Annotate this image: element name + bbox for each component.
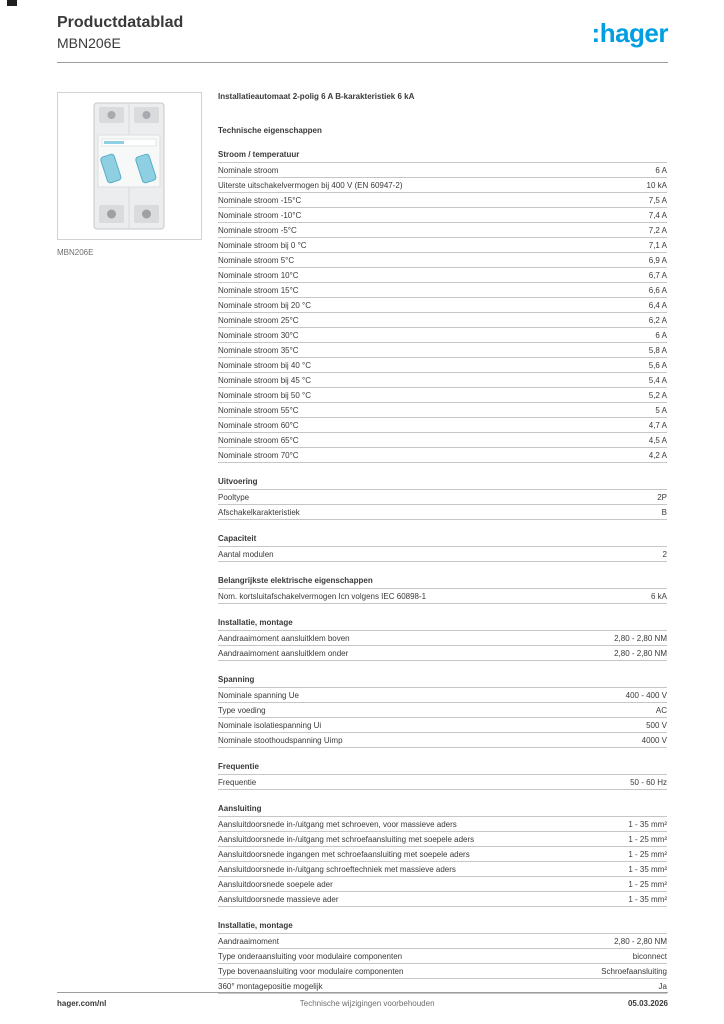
section-heading: Installatie, montage bbox=[218, 616, 667, 631]
spec-section bbox=[218, 574, 667, 604]
hager-logo: :hager bbox=[591, 18, 668, 48]
spec-value: 5,8 A bbox=[648, 346, 667, 355]
spec-label: Nominale stroom bij 50 °C bbox=[218, 391, 312, 400]
spec-row bbox=[218, 373, 667, 388]
spec-row bbox=[218, 631, 667, 646]
spec-label: Nominale stroom bij 40 °C bbox=[218, 361, 312, 370]
product-figure bbox=[57, 92, 202, 257]
spec-label: Aansluitdoorsnede in-/uitgang schroeftechniek met massieve aders bbox=[218, 865, 456, 874]
spec-section bbox=[218, 673, 667, 748]
spec-label: Nominale stroom 70°C bbox=[218, 451, 299, 460]
spec-value: 1 - 25 mm² bbox=[628, 880, 667, 889]
tech-heading: Technische eigenschappen bbox=[218, 126, 322, 135]
spec-row bbox=[218, 934, 667, 949]
section-heading: Frequentie bbox=[218, 760, 667, 775]
product-image bbox=[57, 92, 202, 240]
spec-value: 6,9 A bbox=[648, 256, 667, 265]
spec-value: 6,6 A bbox=[648, 286, 667, 295]
spec-row bbox=[218, 223, 667, 238]
spec-label: Type onderaansluiting voor modulaire componenten bbox=[218, 952, 403, 961]
spec-value: 1 - 35 mm² bbox=[628, 895, 667, 904]
spec-row bbox=[218, 832, 667, 847]
spec-row bbox=[218, 547, 667, 562]
spec-value: 5,6 A bbox=[648, 361, 667, 370]
spec-row bbox=[218, 328, 667, 343]
spec-value: AC bbox=[655, 706, 667, 715]
spec-row bbox=[218, 298, 667, 313]
spec-row bbox=[218, 253, 667, 268]
spec-row bbox=[218, 193, 667, 208]
spec-section bbox=[218, 475, 667, 520]
spec-section bbox=[218, 760, 667, 790]
spec-value: B bbox=[661, 508, 667, 517]
section-heading: Stroom / temperatuur bbox=[218, 148, 667, 163]
spec-label: Nominale stroom 30°C bbox=[218, 331, 299, 340]
spec-value: 6,4 A bbox=[648, 301, 667, 310]
spec-row bbox=[218, 949, 667, 964]
spec-value: 1 - 25 mm² bbox=[628, 850, 667, 859]
spec-value: 5,4 A bbox=[648, 376, 667, 385]
page-subtitle: MBN206E bbox=[57, 35, 121, 51]
section-heading: Uitvoering bbox=[218, 475, 667, 490]
spec-label: Nominale stroom 35°C bbox=[218, 346, 299, 355]
spec-row bbox=[218, 358, 667, 373]
spec-label: 360° montagepositie mogelijk bbox=[218, 982, 323, 991]
spec-label: Nominale stroom 5°C bbox=[218, 256, 295, 265]
spec-label: Aandraaimoment aansluitklem boven bbox=[218, 634, 350, 643]
spec-value: 2P bbox=[657, 493, 667, 502]
footer-note: Technische wijzigingen voorbehouden bbox=[299, 999, 435, 1008]
spec-label: Nom. kortsluitafschakelvermogen Icn volgens IEC 60898-1 bbox=[218, 592, 427, 601]
page-title: Productdatablad bbox=[57, 14, 184, 31]
spec-value: 7,5 A bbox=[648, 196, 667, 205]
spec-value: 7,2 A bbox=[648, 226, 667, 235]
spec-value: 5,2 A bbox=[648, 391, 667, 400]
spec-value: 500 V bbox=[646, 721, 667, 730]
spec-label: Aansluitdoorsnede ingangen met schroefaansluiting met soepele aders bbox=[218, 850, 470, 859]
spec-value: Ja bbox=[658, 982, 667, 991]
spec-label: Nominale stroom 55°C bbox=[218, 406, 299, 415]
spec-section bbox=[218, 148, 667, 463]
spec-label: Afschakelkarakteristiek bbox=[218, 508, 300, 517]
spec-sections bbox=[218, 148, 667, 994]
spec-value: 2 bbox=[662, 550, 667, 559]
spec-label: Nominale stroom bij 45 °C bbox=[218, 376, 312, 385]
spec-row bbox=[218, 505, 667, 520]
section-heading: Spanning bbox=[218, 673, 667, 688]
spec-row bbox=[218, 490, 667, 505]
corner-mark bbox=[7, 0, 17, 6]
spec-label: Nominale isolatiespanning Ui bbox=[218, 721, 322, 730]
spec-value: 5 A bbox=[655, 406, 667, 415]
spec-label: Nominale spanning Ue bbox=[218, 691, 299, 700]
spec-row bbox=[218, 283, 667, 298]
spec-value: 1 - 35 mm² bbox=[628, 820, 667, 829]
spec-value: 4,2 A bbox=[648, 451, 667, 460]
spec-value: biconnect bbox=[632, 952, 667, 961]
spec-value: 4,7 A bbox=[648, 421, 667, 430]
spec-label: Frequentie bbox=[218, 778, 257, 787]
footer bbox=[57, 992, 668, 1008]
spec-value: 7,1 A bbox=[648, 241, 667, 250]
spec-label: Nominale stroom -15°C bbox=[218, 196, 302, 205]
spec-label: Nominale stroom bbox=[218, 166, 279, 175]
spec-value: 2,80 - 2,80 NM bbox=[614, 634, 667, 643]
spec-row bbox=[218, 433, 667, 448]
spec-value: 6 kA bbox=[650, 592, 667, 601]
spec-row bbox=[218, 703, 667, 718]
spec-row bbox=[218, 343, 667, 358]
spec-value: 2,80 - 2,80 NM bbox=[614, 937, 667, 946]
spec-row bbox=[218, 388, 667, 403]
spec-section bbox=[218, 616, 667, 661]
spec-value: Schroefaansluiting bbox=[601, 967, 667, 976]
spec-value: 6,7 A bbox=[648, 271, 667, 280]
spec-value: 6,2 A bbox=[648, 316, 667, 325]
spec-row bbox=[218, 589, 667, 604]
header-rule bbox=[57, 62, 668, 63]
section-heading: Belangrijkste elektrische eigenschappen bbox=[218, 574, 667, 589]
spec-row bbox=[218, 964, 667, 979]
spec-value: 400 - 400 V bbox=[625, 691, 667, 700]
main-content bbox=[218, 92, 667, 994]
spec-row bbox=[218, 775, 667, 790]
spec-row bbox=[218, 877, 667, 892]
spec-row bbox=[218, 733, 667, 748]
spec-section bbox=[218, 532, 667, 562]
spec-row bbox=[218, 847, 667, 862]
spec-row bbox=[218, 718, 667, 733]
spec-label: Type voeding bbox=[218, 706, 266, 715]
spec-row bbox=[218, 688, 667, 703]
footer-date: 05.03.2026 bbox=[627, 999, 668, 1008]
spec-value: 6 A bbox=[655, 331, 667, 340]
spec-label: Aansluitdoorsnede massieve ader bbox=[218, 895, 339, 904]
spec-label: Aandraaimoment bbox=[218, 937, 279, 946]
spec-row bbox=[218, 448, 667, 463]
spec-row bbox=[218, 817, 667, 832]
spec-row bbox=[218, 646, 667, 661]
section-heading: Capaciteit bbox=[218, 532, 667, 547]
header bbox=[57, 14, 668, 60]
spec-row bbox=[218, 163, 667, 178]
section-heading: Aansluiting bbox=[218, 802, 667, 817]
spec-label: Nominale stroom -5°C bbox=[218, 226, 297, 235]
spec-value: 6 A bbox=[655, 166, 667, 175]
spec-label: Aansluitdoorsnede soepele ader bbox=[218, 880, 333, 889]
circuit-breaker-illustration bbox=[58, 93, 201, 239]
spec-section bbox=[218, 802, 667, 907]
spec-label: Aansluitdoorsnede in-/uitgang met schroeven, voor massieve aders bbox=[218, 820, 457, 829]
spec-label: Nominale stroom 25°C bbox=[218, 316, 299, 325]
spec-row bbox=[218, 208, 667, 223]
spec-row bbox=[218, 418, 667, 433]
spec-label: Nominale stroom -10°C bbox=[218, 211, 302, 220]
spec-label: Pooltype bbox=[218, 493, 250, 502]
section-heading: Installatie, montage bbox=[218, 919, 667, 934]
spec-label: Aandraaimoment aansluitklem onder bbox=[218, 649, 349, 658]
product-image-caption: MBN206E bbox=[57, 248, 94, 257]
spec-row bbox=[218, 268, 667, 283]
spec-row bbox=[218, 862, 667, 877]
spec-value: 4000 V bbox=[641, 736, 667, 745]
spec-label: Nominale stroom 15°C bbox=[218, 286, 299, 295]
spec-row bbox=[218, 403, 667, 418]
product-title: Installatieautomaat 2-polig 6 A B-karakteristiek 6 kA bbox=[218, 92, 415, 101]
spec-label: Nominale stoothoudspanning Uimp bbox=[218, 736, 343, 745]
spec-value: 2,80 - 2,80 NM bbox=[614, 649, 667, 658]
spec-label: Type bovenaansluiting voor modulaire componenten bbox=[218, 967, 404, 976]
spec-value: 7,4 A bbox=[648, 211, 667, 220]
spec-row bbox=[218, 892, 667, 907]
spec-section bbox=[218, 919, 667, 994]
spec-row bbox=[218, 238, 667, 253]
spec-row bbox=[218, 178, 667, 193]
spec-value: 50 - 60 Hz bbox=[630, 778, 667, 787]
spec-value: 1 - 25 mm² bbox=[628, 835, 667, 844]
spec-value: 4,5 A bbox=[648, 436, 667, 445]
spec-label: Aansluitdoorsnede in-/uitgang met schroefaansluiting met soepele aders bbox=[218, 835, 475, 844]
spec-value: 1 - 35 mm² bbox=[628, 865, 667, 874]
spec-label: Nominale stroom 10°C bbox=[218, 271, 299, 280]
spec-label: Nominale stroom bij 20 °C bbox=[218, 301, 312, 310]
spec-label: Aantal modulen bbox=[218, 550, 274, 559]
spec-label: Nominale stroom 65°C bbox=[218, 436, 299, 445]
spec-label: Nominale stroom bij 0 °C bbox=[218, 241, 307, 250]
spec-value: 10 kA bbox=[646, 181, 667, 190]
footer-link[interactable]: hager.com/nl bbox=[57, 999, 107, 1008]
spec-row bbox=[218, 313, 667, 328]
spec-label: Nominale stroom 60°C bbox=[218, 421, 299, 430]
spec-label: Uiterste uitschakelvermogen bij 400 V (EN 60947-2) bbox=[218, 181, 403, 190]
